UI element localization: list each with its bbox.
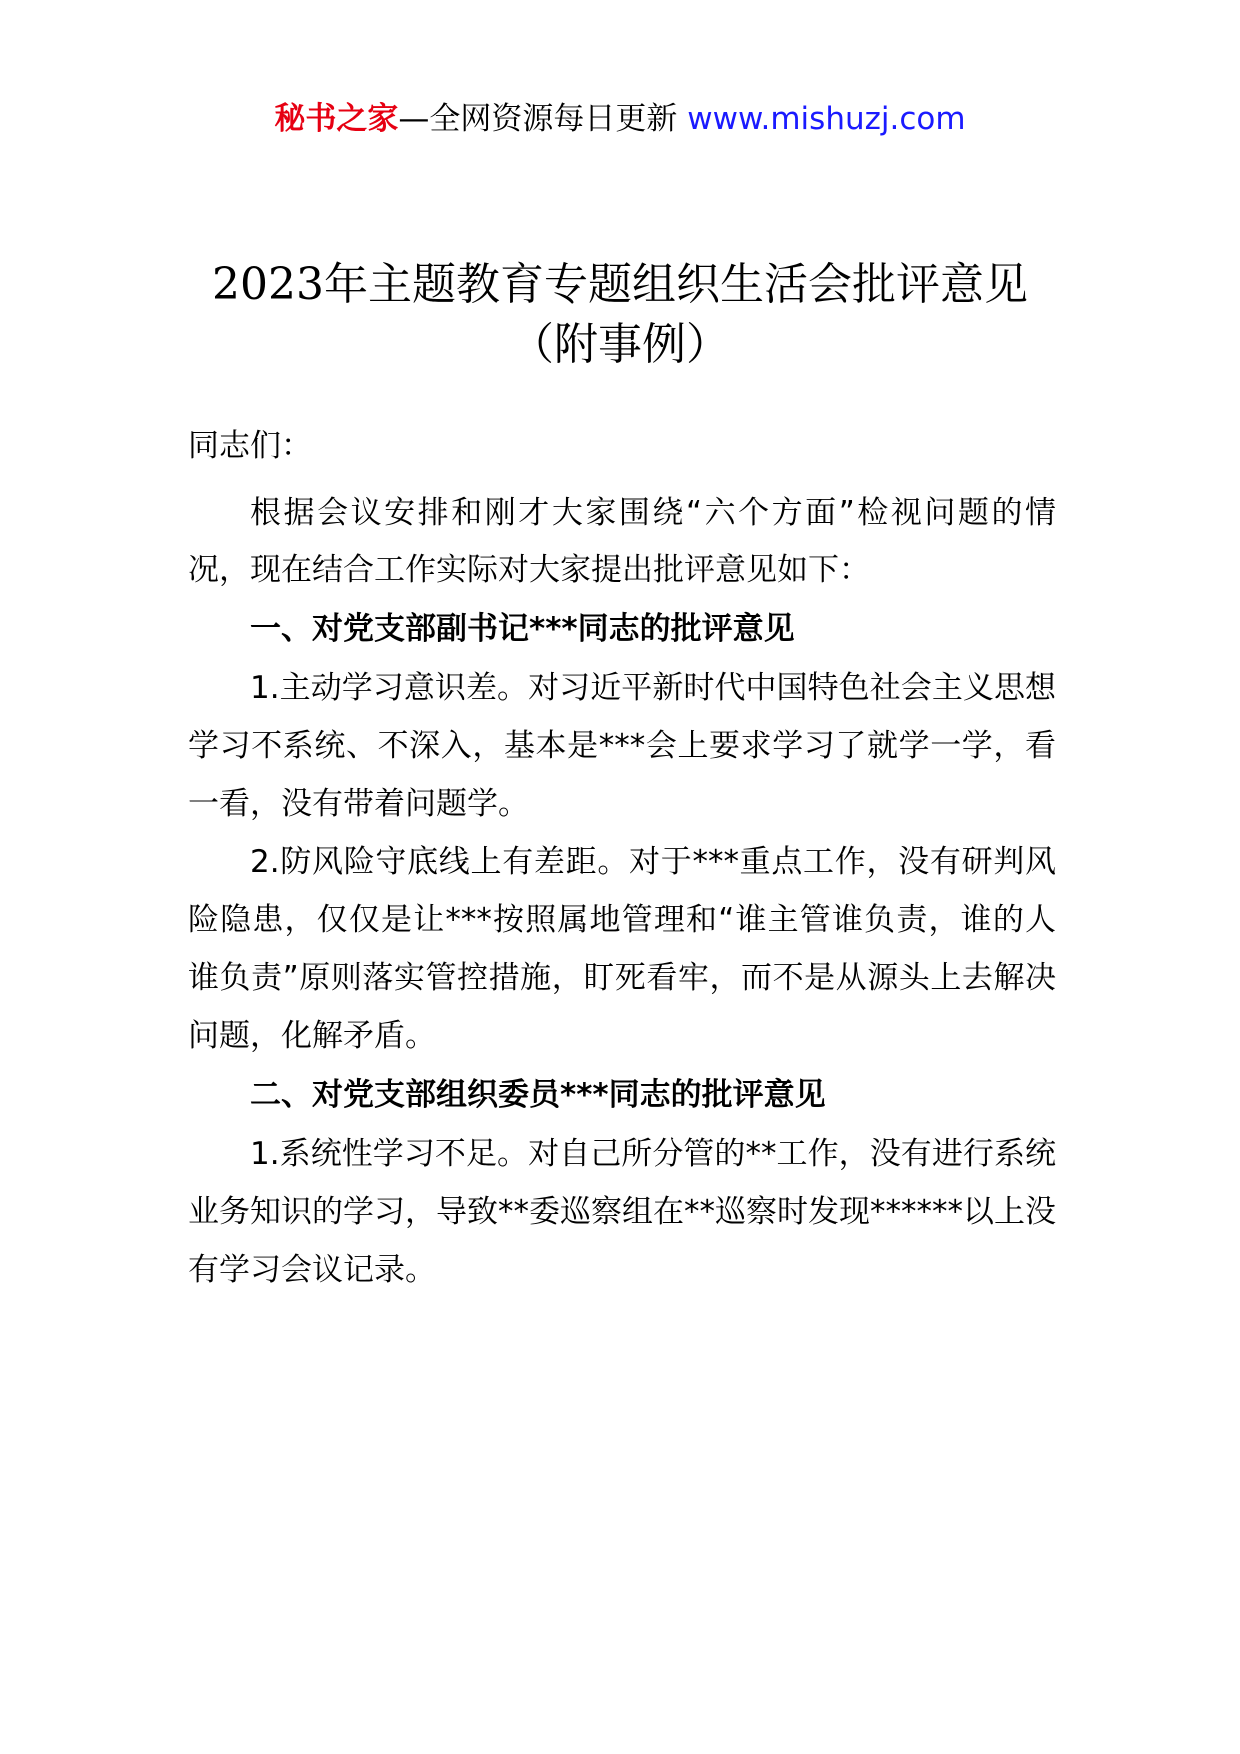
title-line-2: （附事例） [510, 319, 730, 370]
section-1-item-2: 2.防风险守底线上有差距。对于***重点工作，没有研判风险隐患，仅仅是让***按照属地管理和“谁主管谁负责，谁的人谁负责”原则落实管控措施，盯死看牢，而不是从源头上去解决问题，化解矛盾。 [188, 844, 1056, 1054]
title-line-1 [0, 255, 1240, 315]
section-2-heading: 二、对党支部组织委员***同志的批评意见 [250, 1077, 826, 1113]
section-1-item-1: 1.主动学习意识差。对习近平新时代中国特色社会主义思想学习不系统、不深入，基本是***会上要求学习了就学一学，看一看，没有带着问题学。 [188, 670, 1056, 822]
header-slogan: —全网资源每日更新 [398, 101, 688, 137]
document-title [0, 255, 1240, 375]
site-header [0, 98, 1240, 140]
intro-paragraph: 根据会议安排和刚才大家围绕“六个方面”检视问题的情况，现在结合工作实际对大家提出批评意见如下： [188, 495, 1056, 588]
title-main: 年主题教育专题组织生活会批评意见 [323, 259, 1028, 310]
section-2-item-1: 1.系统性学习不足。对自己所分管的**工作，没有进行系统业务知识的学习，导致**委巡察组在**巡察时发现******以上没有学习会议记录。 [188, 1136, 1056, 1288]
salutation: 同志们： [188, 428, 312, 464]
brand-name: 秘书之家 [274, 101, 399, 137]
title-year: 2023 [212, 259, 324, 310]
section-1-heading: 一、对党支部副书记***同志的批评意见 [250, 611, 795, 647]
document-body [188, 414, 1056, 1299]
site-url-link[interactable]: www.mishuzj.com [687, 101, 966, 137]
